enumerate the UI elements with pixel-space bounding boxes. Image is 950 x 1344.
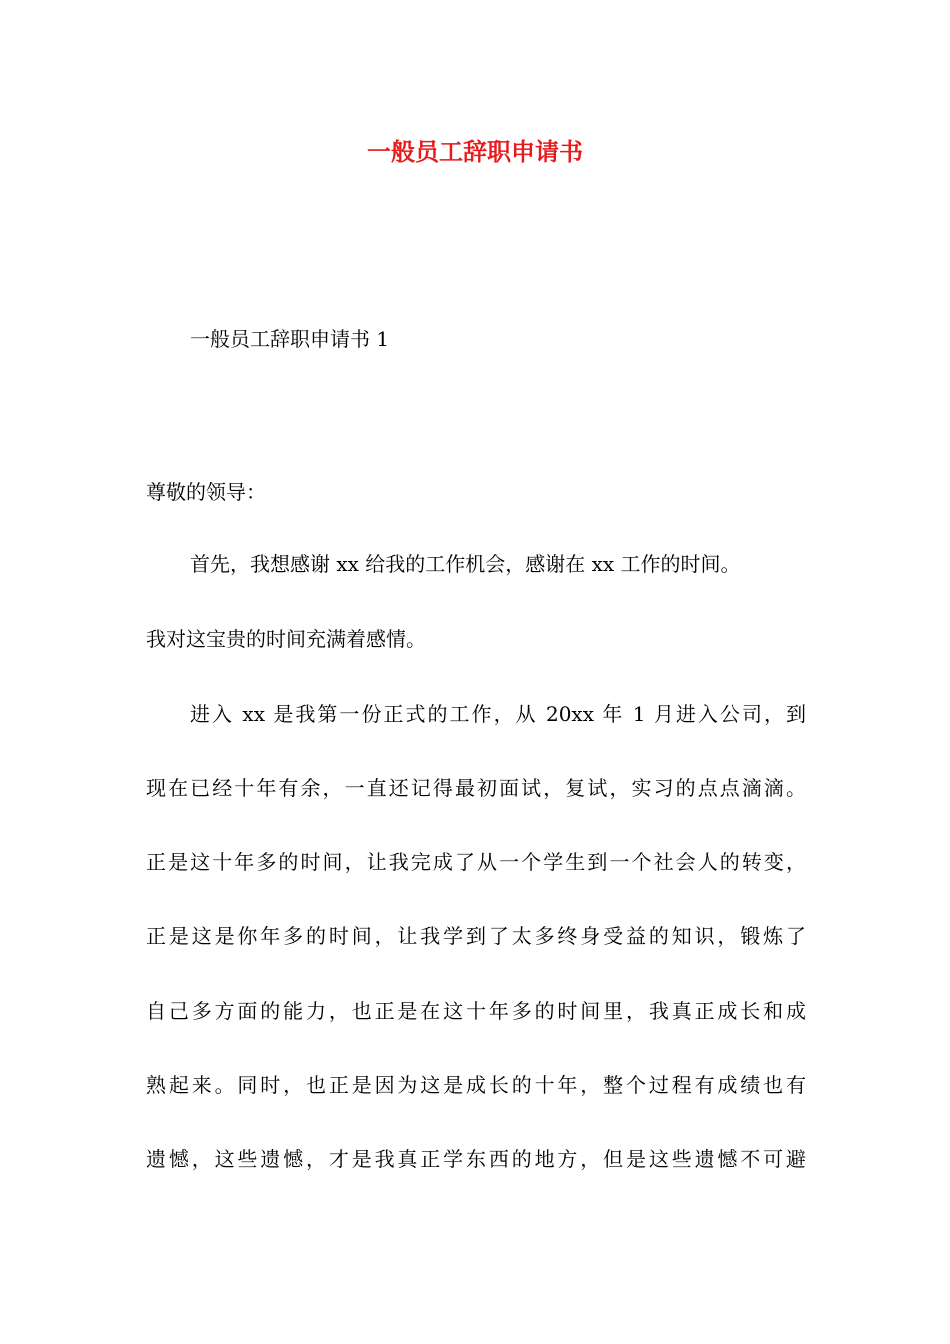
body-line-1: 首先，我想感谢 xx 给我的工作机会，感谢在 xx 工作的时间。	[190, 552, 741, 576]
document-title: 一般员工辞职申请书	[367, 138, 583, 166]
section-heading: 一般员工辞职申请书 1	[190, 327, 390, 351]
body-line-2: 我对这宝贵的时间充满着感情。	[146, 627, 426, 651]
body-line-8: 熟起来。同时，也正是因为这是成长的十年，整个过程有成绩也有	[146, 1073, 806, 1097]
body-line-4: 现在已经十年有余，一直还记得最初面试，复试，实习的点点滴滴。	[146, 776, 806, 800]
body-line-5: 正是这十年多的时间，让我完成了从一个学生到一个社会人的转变，	[146, 850, 806, 874]
body-line-9: 遗憾，这些遗憾，才是我真正学东西的地方，但是这些遗憾不可避	[146, 1147, 806, 1171]
body-line-3: 进入 xx 是我第一份正式的工作，从 20xx 年 1 月进入公司，到	[190, 702, 806, 726]
salutation: 尊敬的领导：	[146, 480, 266, 504]
body-line-7: 自己多方面的能力，也正是在这十年多的时间里，我真正成长和成	[146, 999, 806, 1023]
body-line-6: 正是这是你年多的时间，让我学到了太多终身受益的知识，锻炼了	[146, 924, 806, 948]
